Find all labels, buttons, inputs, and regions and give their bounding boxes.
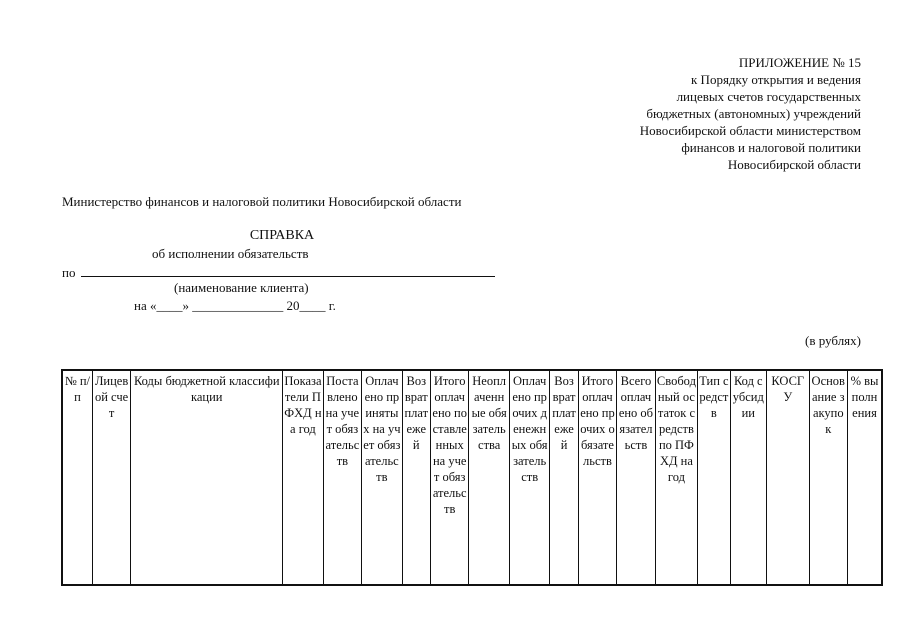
- appendix-line: ПРИЛОЖЕНИЕ № 15: [738, 55, 861, 70]
- appendix-line: финансов и налоговой политики: [681, 140, 861, 155]
- appendix-line: к Порядку открытия и ведения: [690, 72, 861, 87]
- appendix-header: [640, 54, 861, 173]
- header-cell: Возврат платежей: [550, 370, 578, 585]
- appendix-line: Новосибирской области министерством: [639, 123, 861, 138]
- header-cell: КОСГУ: [767, 370, 810, 585]
- document-subtitle: об исполнении обязательств: [152, 246, 309, 261]
- header-cell: Оплачено прочих денежных обязательств: [509, 370, 549, 585]
- client-line: [62, 264, 495, 281]
- ministry-name: Министерство финансов и налоговой политики Новосибирской области: [62, 194, 462, 209]
- report-table: [61, 369, 883, 586]
- header-cell: Оплачено принятых на учет обязательств: [362, 370, 402, 585]
- header-cell: Коды бюджетной классификации: [131, 370, 283, 585]
- header-cell: Неоплаченные обязательства: [469, 370, 509, 585]
- header-cell: Возврат платежей: [402, 370, 430, 585]
- header-cell: Показатели ПФХД на год: [283, 370, 323, 585]
- header-cell: Тип средств: [698, 370, 730, 585]
- table-header-row: [62, 370, 882, 585]
- po-label: по: [62, 265, 76, 280]
- header-cell: Поставлено на учет обязательств: [323, 370, 361, 585]
- appendix-line: Новосибирской области: [727, 157, 861, 172]
- header-cell: № п/п: [62, 370, 92, 585]
- header-cell: Итого оплачено поставленных на учет обязательств: [430, 370, 468, 585]
- document-title: СПРАВКА: [249, 228, 315, 243]
- appendix-line: лицевых счетов государственных: [676, 89, 861, 104]
- header-cell: % выполнения: [848, 370, 883, 585]
- header-cell: Всего оплачено обязательств: [617, 370, 655, 585]
- header-cell: Код субсидии: [730, 370, 766, 585]
- header-cell: Свободный остаток средств по ПФХД на год: [655, 370, 698, 585]
- appendix-line: бюджетных (автономных) учреждений: [646, 106, 861, 121]
- title-block: [62, 228, 512, 313]
- header-cell: Лицевой счет: [92, 370, 130, 585]
- client-underline: [81, 264, 495, 277]
- currency-note: (в рублях): [805, 333, 861, 348]
- header-cell: Основание закупок: [809, 370, 847, 585]
- client-label: (наименование клиента): [174, 280, 309, 295]
- date-line: на «____» ______________ 20____ г.: [134, 298, 336, 313]
- header-cell: Итого оплачено прочих обязательств: [578, 370, 616, 585]
